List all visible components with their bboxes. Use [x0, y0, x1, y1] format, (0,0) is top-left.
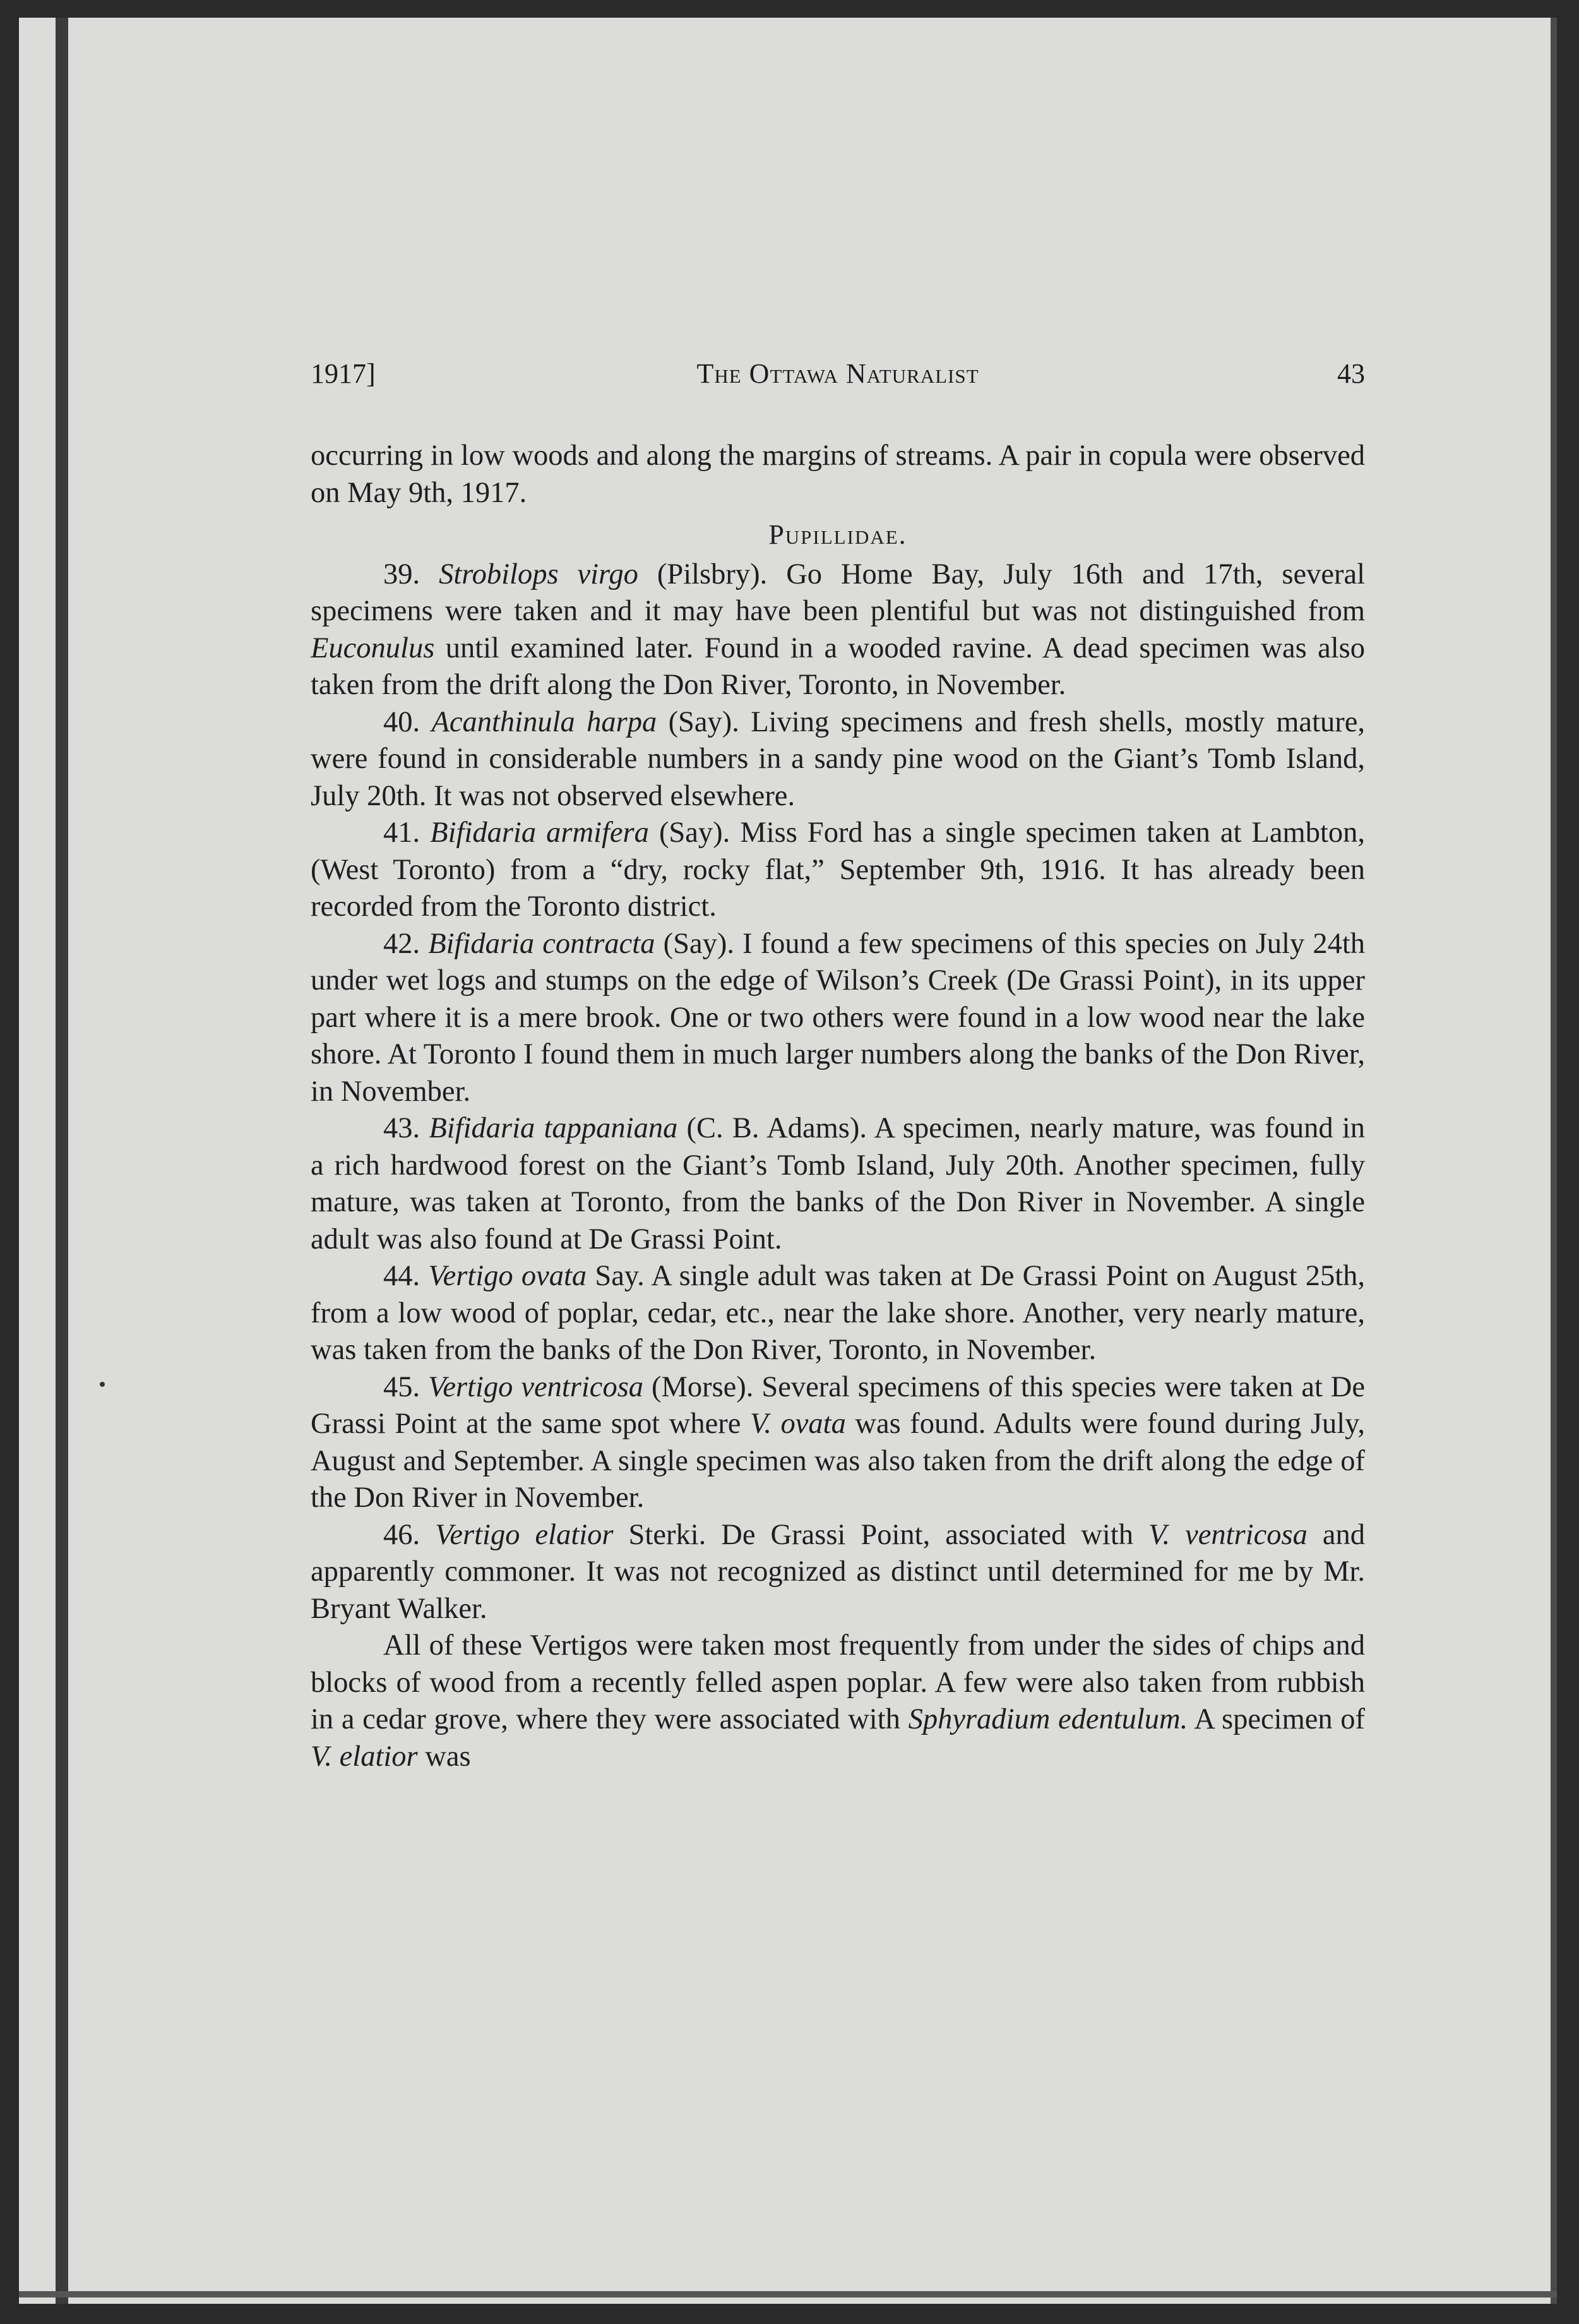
species-name: Bifidaria armifera [430, 817, 649, 849]
entry-number: 42. [383, 927, 420, 960]
species-name: Acanthinula harpa [431, 705, 657, 738]
entry-text: A specimen, nearly mature, was found in a rich hardwood forest on the Giant’s Tomb Island, July 20th. Another specimen, fully mature, was taken at Toronto, from the banks of the Don River in November. A single adult was also found at De Grassi Point. [311, 1112, 1366, 1255]
family-heading: Pupillidae. [768, 519, 907, 550]
entry-text: I found a few specimens of this species on July 24th under wet logs and stumps on the edge of Wilson’s Creek (De Grassi Point), in its upper part where it is a mere brook. One or two others were found in a low wood near the lake shore. At Toronto I found them in much larger numbers along the banks of the Don River, in November. [311, 927, 1366, 1108]
species-entry [311, 1110, 1365, 1258]
species-author: Sterki. [628, 1518, 706, 1551]
species-entry [311, 815, 1365, 926]
entry-text: Several specimens of this species were taken at De Grassi Point at the same spot where [311, 1370, 1366, 1440]
species-author: (Say). [668, 705, 739, 738]
opening-paragraph: occurring in low woods and along the margins of streams. A pair in copula were observed on May 9th, 1917. [311, 440, 1365, 509]
species-name: Vertigo ventricosa [428, 1370, 644, 1403]
closing-text: All of these Vertigos were taken most frequently from under the sides of chips and blocks of wood from a recently felled aspen poplar. A few were also taken from rubbish in a cedar grove, where they were associated with [311, 1629, 1365, 1735]
closing-text: was [425, 1740, 471, 1773]
header-journal-title: The Ottawa Naturalist [696, 358, 979, 389]
species-entry [311, 704, 1365, 815]
species-name: Strobilops virgo [439, 558, 638, 590]
species-entry [311, 1369, 1365, 1517]
species-name: Vertigo ovata [428, 1260, 587, 1292]
entry-text: A single adult was taken at De Grassi Point on August 25th, from a low wood of poplar, cedar, etc., near the lake shore. Another, very nearly mature, was taken from the banks of the Don River, Toronto, in November. [311, 1260, 1366, 1366]
entry-text: Miss Ford has a single specimen taken at Lambton, (West Toronto) from a “dry, rocky flat,” September 9th, 1916. It has already been recorded from the Toronto district. [311, 817, 1366, 923]
page-binding-edge [56, 18, 68, 2304]
entry-italic: V. ovata [749, 1408, 846, 1440]
entry-number: 46. [383, 1518, 420, 1551]
entry-number: 44. [383, 1260, 420, 1292]
header-page-number: 43 [1337, 358, 1365, 389]
entry-italic: V. ventricosa [1148, 1518, 1308, 1551]
species-name: Bifidaria tappaniana [429, 1112, 678, 1144]
closing-italic: Sphyradium edentulum. [908, 1703, 1188, 1735]
running-header [311, 357, 1365, 393]
species-author: (Say). [663, 927, 734, 960]
article-body [311, 438, 1365, 1775]
species-name: Vertigo elatior [435, 1518, 614, 1551]
entry-number: 41. [383, 817, 420, 849]
entry-text: Go Home Bay, July 16th and 17th, several specimens were taken and it may have been plentiful but was not distinguished from [311, 558, 1366, 627]
header-year: 1917] [311, 358, 376, 389]
species-author: Say. [595, 1260, 645, 1292]
page-bottom-edge [19, 2291, 1557, 2297]
page-right-edge [1551, 18, 1557, 2304]
species-author: (Pilsbry). [657, 558, 768, 590]
species-name: Bifidaria contracta [428, 927, 655, 960]
entry-text: and apparently commoner. It was not recognized as distinct until determined for me by Mr. Bryant Walker. [311, 1518, 1365, 1625]
species-author: (Morse). [652, 1370, 754, 1403]
species-author: (C. B. Adams). [686, 1112, 867, 1144]
scan-speck [100, 1382, 105, 1387]
entry-number: 43. [383, 1112, 420, 1144]
species-author: (Say). [658, 817, 730, 849]
closing-text: A specimen of [1194, 1703, 1366, 1735]
entry-italic: Euconulus [311, 632, 435, 664]
closing-paragraph [311, 1627, 1365, 1775]
entry-text: was found. Adults were found during July, August and September. A single specimen was also taken from the drift along the edge of the Don River in November. [311, 1408, 1365, 1514]
entry-number: 40. [383, 705, 420, 738]
entry-number: 39. [383, 558, 420, 590]
species-entry [311, 926, 1365, 1111]
species-entry [311, 556, 1365, 704]
species-entry [311, 1517, 1365, 1628]
scanned-page [19, 18, 1557, 2304]
species-entry [311, 1258, 1365, 1369]
entry-number: 45. [383, 1370, 420, 1403]
closing-italic: V. elatior [311, 1740, 418, 1773]
entry-text: Living specimens and fresh shells, mostly mature, were found in considerable numbers in a sandy pine wood on the Giant’s Tomb Island, July 20th. It was not observed elsewhere. [311, 705, 1365, 812]
entry-text: De Grassi Point, associated with [721, 1518, 1134, 1551]
entry-text: until examined later. Found in a wooded ravine. A dead specimen was also taken from the drift along the Don River, Toronto, in November. [311, 632, 1365, 701]
